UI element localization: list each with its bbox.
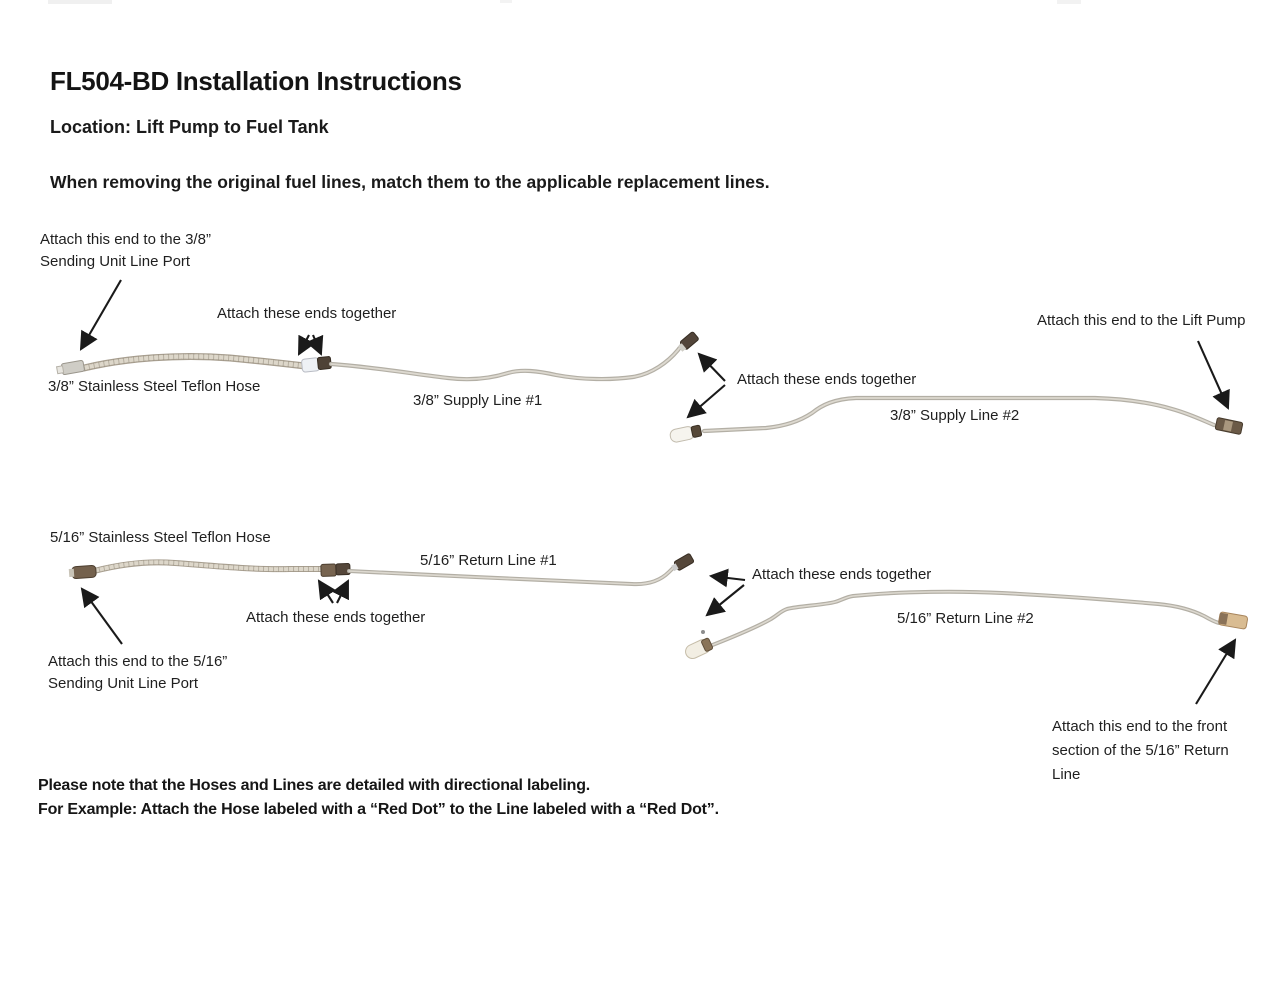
return-hose-left-fitting xyxy=(69,565,97,579)
supply-line-1 xyxy=(331,340,686,379)
supply-hose-left-fitting xyxy=(56,360,84,376)
return-hose-label: 5/16” Stainless Steel Teflon Hose xyxy=(50,529,271,546)
annotation-return-sending-unit-line2: Sending Unit Line Port xyxy=(48,675,199,692)
annotation-return-front-line2: section of the 5/16” Return xyxy=(1052,742,1229,759)
supply-line2-liftpump-fitting xyxy=(1215,417,1243,434)
annotation-supply-attach-ends-hose: Attach these ends together xyxy=(217,305,397,322)
arrow-to-return-hose-end xyxy=(82,589,122,644)
annotation-supply-sending-unit-line1: Attach this end to the 3/8” xyxy=(40,231,211,248)
arrow-to-return-line2-start xyxy=(707,585,744,615)
return-hose-union-fitting xyxy=(321,563,350,576)
arrow-to-supply-hose-end xyxy=(81,280,121,349)
supply-line2-start-fitting xyxy=(669,424,702,443)
return-line2-end-fitting xyxy=(1218,612,1248,630)
arrow-to-supply-line2-start xyxy=(688,385,725,417)
supply-hose-label: 3/8” Stainless Steel Teflon Hose xyxy=(48,378,261,395)
arrow-to-return-union-right xyxy=(337,581,348,603)
footer-note-2: For Example: Attach the Hose labeled with a “Red Dot” to the Line labeled with a “Red Dot”. xyxy=(38,801,719,818)
annotation-return-front-line1: Attach this end to the front xyxy=(1052,718,1228,735)
intro-line: When removing the original fuel lines, match them to the applicable replacement lines. xyxy=(50,172,770,192)
return-line2-label: 5/16” Return Line #2 xyxy=(897,610,1034,627)
arrow-to-liftpump-fitting xyxy=(1198,341,1228,408)
annotation-supply-attach-ends-lines: Attach these ends together xyxy=(737,371,917,388)
return-line2-start-fitting xyxy=(683,637,713,661)
arrow-to-return-line1-end xyxy=(711,576,745,580)
supply-teflon-hose xyxy=(84,356,305,368)
annotation-return-attach-ends-lines: Attach these ends together xyxy=(752,566,932,583)
debris-speck xyxy=(701,630,705,634)
annotation-return-front-line3: Line xyxy=(1052,766,1081,783)
annotation-attach-lift-pump: Attach this end to the Lift Pump xyxy=(1037,312,1246,329)
arrow-to-supply-union-right xyxy=(313,335,321,354)
arrow-to-supply-union-left xyxy=(299,335,309,354)
return-line1-end-fitting xyxy=(670,553,694,573)
footer-note-1: Please note that the Hoses and Lines are detailed with directional labeling. xyxy=(38,777,591,794)
arrow-to-supply-line1-end xyxy=(699,354,725,381)
location-line: Location: Lift Pump to Fuel Tank xyxy=(50,117,329,137)
annotation-arrows xyxy=(81,280,1235,704)
return-line1-label: 5/16” Return Line #1 xyxy=(420,552,557,569)
page-title: FL504-BD Installation Instructions xyxy=(50,66,462,96)
supply-line2-label: 3/8” Supply Line #2 xyxy=(890,407,1020,424)
annotation-return-sending-unit-line1: Attach this end to the 5/16” xyxy=(48,653,228,670)
return-teflon-hose xyxy=(94,562,322,571)
supply-line1-label: 3/8” Supply Line #1 xyxy=(413,392,543,409)
arrow-to-return-line2-end xyxy=(1196,640,1235,704)
supply-hose-union-fitting xyxy=(301,356,331,372)
annotation-supply-sending-unit-line2: Sending Unit Line Port xyxy=(40,253,191,270)
annotation-return-attach-ends-hose: Attach these ends together xyxy=(246,609,426,626)
arrow-to-return-union-left xyxy=(319,581,333,603)
